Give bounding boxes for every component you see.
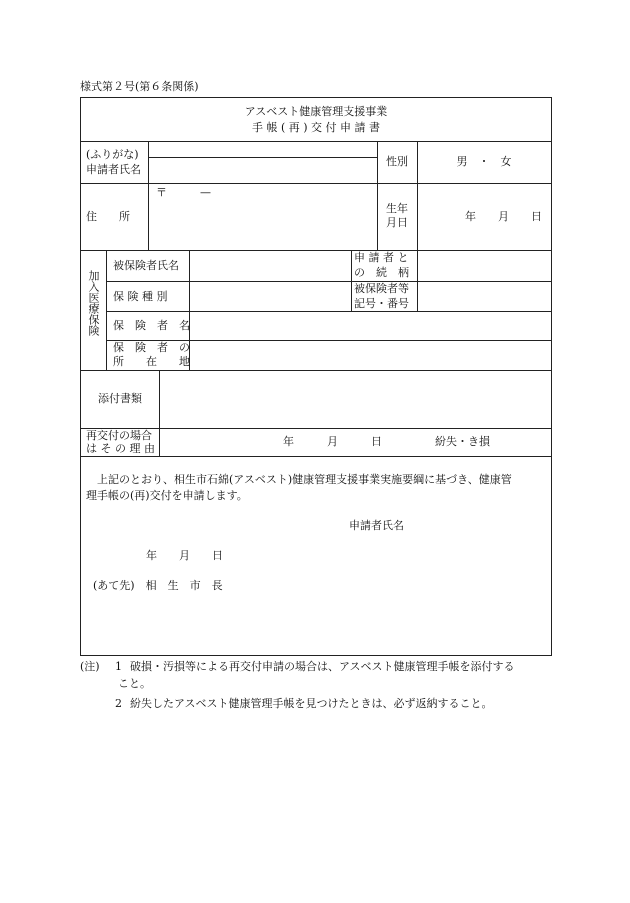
signature-field[interactable]: [410, 514, 540, 534]
gender-label: 性別: [386, 155, 408, 168]
address-field[interactable]: [149, 184, 377, 250]
declaration-line-1: 上記のとおり、相生市石綿(アスベスト)健康管理支援事業実施要綱に基づき、健康管: [97, 473, 512, 486]
note-1-line-1: 破損・汚損等による再交付申請の場合は、アスベスト健康管理手帳を添付する: [130, 660, 515, 673]
insured-name-label: 被保険者氏名: [113, 259, 179, 272]
relation-field[interactable]: [418, 251, 551, 281]
note-1-number: 1: [115, 660, 122, 673]
insurer-address-field[interactable]: [190, 341, 551, 370]
symbol-label-1: 被保険者等: [354, 282, 409, 295]
symbol-number-field[interactable]: [418, 282, 551, 311]
furigana-label: (ふりがな): [86, 148, 139, 161]
insurer-name-label: 保 険 者 名: [113, 319, 190, 332]
notes-prefix: (注): [80, 660, 100, 673]
postal-mark: 〒: [156, 186, 167, 199]
addressee: (あて先) 相 生 市 長: [93, 579, 223, 592]
birth-date-field[interactable]: [418, 184, 551, 250]
title-line-1: アスベスト健康管理支援事業: [244, 105, 388, 118]
note-2-number: 2: [115, 697, 122, 710]
note-1-line-2: こと。: [118, 677, 151, 690]
birth-label-2: 月日: [386, 216, 408, 229]
birth-date-format: 年 月 日: [465, 210, 542, 223]
insured-name-field[interactable]: [190, 251, 351, 281]
address-label: 住 所: [86, 210, 130, 223]
postal-dash: —: [200, 186, 211, 199]
reissue-date-format: 年 月 日: [283, 435, 382, 448]
note-2-line-1: 紛失したアスベスト健康管理手帳を見つけたときは、必ず返納すること。: [130, 697, 493, 710]
attachments-field[interactable]: [160, 371, 551, 428]
declaration-date: 年 月 日: [146, 549, 223, 562]
applicant-name-label: 申請者氏名: [86, 163, 141, 176]
rule-after-reissue: [80, 456, 551, 457]
applicant-name-field[interactable]: [149, 158, 377, 183]
insurance-type-label: 保 険 種 別: [113, 290, 168, 303]
insurer-address-label-2: 所 在 地: [113, 355, 190, 368]
relation-label-1: 申 請 者 と: [354, 251, 409, 264]
attachments-label: 添付書類: [98, 392, 142, 405]
col-insurance-group: [106, 250, 107, 370]
symbol-label-2: 記号・番号: [354, 297, 409, 310]
col-relation-left: [351, 250, 352, 311]
reissue-label-1: 再交付の場合: [86, 429, 152, 442]
form-number: 様式第２号(第６条関係): [80, 80, 199, 93]
signature-label: 申請者氏名: [349, 519, 404, 532]
declaration-line-2: 理手帳の(再)交付を申請します。: [86, 489, 248, 502]
birth-label-1: 生年: [386, 202, 408, 215]
reissue-label-2: は そ の 理 由: [86, 442, 155, 455]
insurer-address-label-1: 保 険 者 の: [113, 341, 190, 354]
relation-label-2: の 続 柄: [354, 266, 409, 279]
insurance-type-field[interactable]: [190, 282, 351, 311]
insurer-name-field[interactable]: [190, 312, 551, 340]
title-line-2: 手 帳 ( 再 ) 交 付 申 請 書: [251, 121, 381, 134]
reissue-reason[interactable]: 紛失・き損: [435, 435, 490, 448]
insurance-group-label: 加入医療保険: [87, 270, 100, 336]
gender-options[interactable]: 男 ・ 女: [456, 155, 512, 168]
furigana-field[interactable]: [149, 142, 377, 157]
